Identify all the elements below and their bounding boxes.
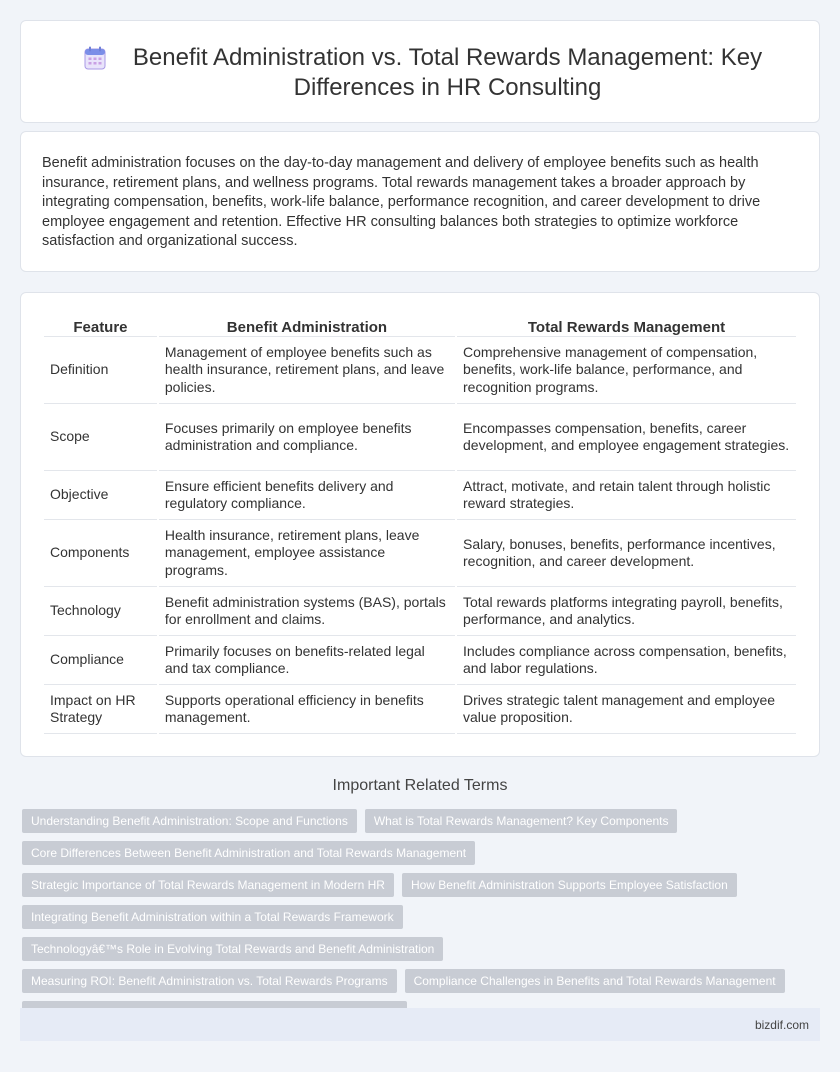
page-title: Benefit Administration vs. Total Rewards Management: Key Differences in HR Consulting	[132, 44, 763, 101]
comparison-table	[42, 315, 798, 734]
table-cell: Definition	[44, 337, 157, 404]
related-term-link[interactable]: What is Total Rewards Management? Key Components	[365, 809, 678, 833]
table-cell: Drives strategic talent management and employee value proposition.	[457, 685, 796, 734]
related-terms-list	[22, 809, 822, 1025]
table-cell: Primarily focuses on benefits-related legal and tax compliance.	[159, 636, 455, 685]
intro-card	[20, 131, 820, 272]
table-cell: Encompasses compensation, benefits, career development, and employee engagement strategies.	[457, 404, 796, 471]
table-cell: Management of employee benefits such as health insurance, retirement plans, and leave policies.	[159, 337, 455, 404]
intro-text: Benefit administration focuses on the day-to-day management and delivery of employee benefits such as health insurance, retirement plans, and wellness programs. Total rewards management takes a broader approach by integrating compensation, benefits, work-life balance, performance recognition, and career development to drive employee engagement and retention. Effective HR consulting balances both strategies to optimize workforce satisfaction and organizational success.	[42, 155, 761, 249]
calendar-icon	[84, 46, 106, 70]
related-term-link[interactable]: Technologyâ€™s Role in Evolving Total Rewards and Benefit Administration	[22, 937, 443, 961]
table-cell: Focuses primarily on employee benefits administration and compliance.	[159, 404, 455, 471]
table-cell: Components	[44, 520, 157, 587]
table-row	[44, 685, 796, 734]
table-cell: Ensure efficient benefits delivery and regulatory compliance.	[159, 471, 455, 520]
table-row	[44, 404, 796, 471]
table-cell: Attract, motivate, and retain talent through holistic reward strategies.	[457, 471, 796, 520]
table-cell: Scope	[44, 404, 157, 471]
footer	[20, 1008, 820, 1041]
table-header-cell: Feature	[44, 315, 157, 337]
table-row	[44, 471, 796, 520]
table-cell: Comprehensive management of compensation, benefits, work-life balance, performance, and recognition programs.	[457, 337, 796, 404]
related-term-link[interactable]: Measuring ROI: Benefit Administration vs. Total Rewards Programs	[22, 969, 397, 993]
related-term-link[interactable]: How Benefit Administration Supports Employee Satisfaction	[402, 873, 737, 897]
table-cell: Objective	[44, 471, 157, 520]
table-row	[44, 636, 796, 685]
related-term-link[interactable]: Integrating Benefit Administration within a Total Rewards Framework	[22, 905, 403, 929]
related-term-link[interactable]: Compliance Challenges in Benefits and Total Rewards Management	[405, 969, 785, 993]
table-cell: Salary, bonuses, benefits, performance incentives, recognition, and career development.	[457, 520, 796, 587]
table-cell: Impact on HR Strategy	[44, 685, 157, 734]
table-row	[44, 520, 796, 587]
table-row	[44, 587, 796, 636]
table-cell: Total rewards platforms integrating payroll, benefits, performance, and analytics.	[457, 587, 796, 636]
table-header-cell: Total Rewards Management	[457, 315, 796, 337]
related-term-link[interactable]: Understanding Benefit Administration: Scope and Functions	[22, 809, 357, 833]
table-cell: Compliance	[44, 636, 157, 685]
table-cell: Technology	[44, 587, 157, 636]
table-cell: Supports operational efficiency in benefits management.	[159, 685, 455, 734]
related-terms-title: Important Related Terms	[332, 777, 508, 794]
table-header-cell: Benefit Administration	[159, 315, 455, 337]
comparison-card	[20, 292, 820, 757]
table-cell: Health insurance, retirement plans, leave management, employee assistance programs.	[159, 520, 455, 587]
footer-site-link[interactable]: bizdif.com	[754, 1018, 809, 1032]
related-term-link[interactable]: Core Differences Between Benefit Administration and Total Rewards Management	[22, 841, 475, 865]
table-header-row	[44, 315, 796, 337]
table-row	[44, 337, 796, 404]
table-cell: Includes compliance across compensation, benefits, and labor regulations.	[457, 636, 796, 685]
header-card	[20, 20, 820, 123]
table-cell: Benefit administration systems (BAS), portals for enrollment and claims.	[159, 587, 455, 636]
related-term-link[interactable]: Strategic Importance of Total Rewards Management in Modern HR	[22, 873, 394, 897]
